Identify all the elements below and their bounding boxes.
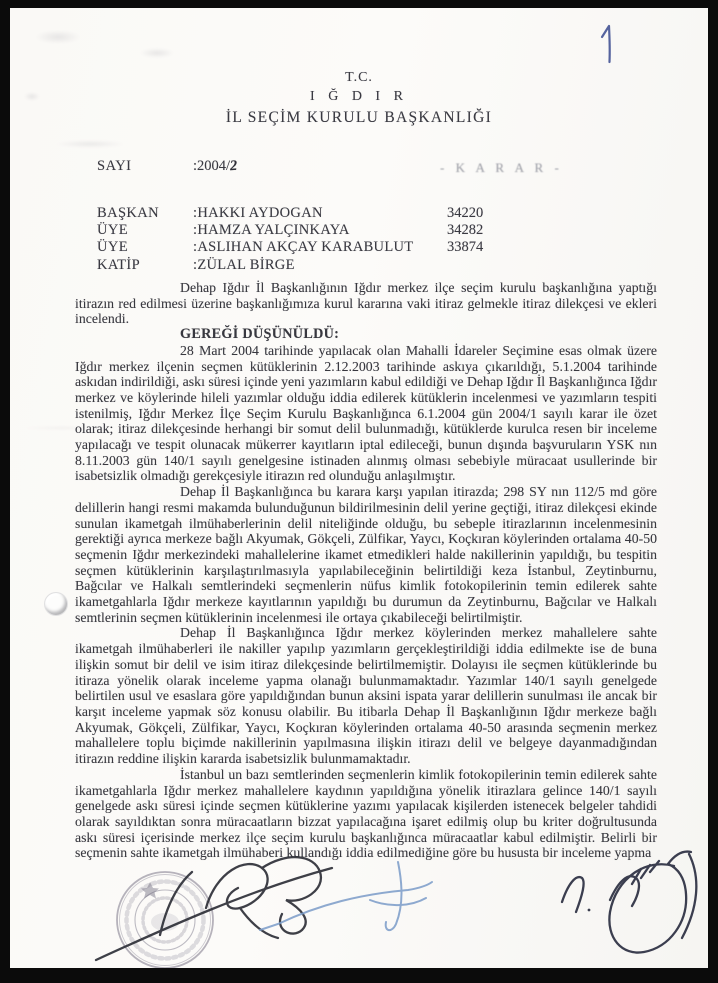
letterhead-org: İL SEÇİM KURULU BAŞKANLIĞI bbox=[225, 109, 493, 126]
body-paragraph-2: Dehap İl Başkanlığınca bu karara karşı yapılan itirazda; 298 SY nın 112/5 md göre delillerin hangi resmi makamda bulunduğunun bildirilmesinin delil yerine geçtiği, itiraz dilekçesi ekinde sunulan ikametgah ilmühaberlerinin delil niteliğinde olduğu, bu sebeple itirazlarının incelenmesinin gerektiği ayrıca merkeze bağlı Akyumak, Gökçeli, Zülfikar, Yaycı, Koçkıran köylerinden ortalama 40-50 seçmenin Iğdır merkezindeki mahallelerine ikamet etmedikleri halde nakillerinin yapıldığı, bu tespitin seçmen kütüklerinin karşılaştırılmasıyla yapılabileceğinin belirtildiği keza İstanbul, Zeytinburnu, Bağcılar ve Halkalı semtlerindeki seçmenlerin nüfus kimlik fotokopilerinin temin edilerek sahte ikametgahlarla Iğdır merkeze kayıtlarının yapıldığı bu durumun da Zeytinburnu, Bağcılar ve Halkalı semtlerinin seçmen kütüklerinin incelenmesi ile ortaya çıkabileceği belirtilmiştir. bbox=[75, 484, 657, 625]
document-body bbox=[75, 280, 657, 861]
official-role: BAŞKAN bbox=[97, 205, 160, 221]
official-role: KATİP bbox=[97, 256, 141, 273]
official-stamp bbox=[117, 872, 213, 968]
sayi-label: SAYI bbox=[97, 158, 132, 174]
official-row bbox=[10, 239, 708, 256]
sayi-value-handwritten: 2 bbox=[229, 157, 238, 175]
official-role: ÜYE bbox=[97, 222, 129, 239]
signature-left bbox=[96, 857, 332, 960]
officials-list bbox=[10, 205, 708, 274]
official-name: :HAMZA YALÇINKAYA bbox=[193, 222, 350, 239]
letterhead-tc: T.C. bbox=[345, 70, 373, 85]
sayi-value-printed: :2004/ bbox=[193, 158, 231, 174]
official-number: 33874 bbox=[447, 239, 484, 256]
document-number-row bbox=[10, 158, 708, 178]
official-role: ÜYE bbox=[97, 239, 129, 256]
scan-smudge bbox=[140, 48, 174, 58]
body-paragraph-1: 28 Mart 2004 tarihinde yapılacak olan Mahalli İdareler Seçimine esas olmak üzere Iğdır merkez ilçenin seçmen kütüklerinin 2.12.2003 tarihinde askıya çıkarıldığı, 5.1.2004 tarihinde askıdan indirildiği, askı süresi içinde yeni yazımların kabul edildiği ve Dehap Iğdır İl Başkanlığınca Iğdır merkez ve köylerinde hileli yazımlar olduğu iddia edilerek kütüklerin incelenmesi ve yazımların tespiti istenilmiş, Iğdır Merkez İlçe Seçim Kurulu Başkanlığınca 6.1.2004 gün 2004/1 sayılı karar ile özet olarak; itiraz dilekçesinde herhangi bir somut delil bulunmadığı, kütüklerde kurulca resen bir inceleme yapılacağı ve tespit olunacak mükerrer kayıtların iptal edileceği, bunun dışında başvuruların YSK nın 8.11.2003 gün 140/1 sayılı genelgesine istinaden alınmış olması sebebiyle müracaat usullerinde bir isabetsizlik olmadığı gerekçesiyle itirazın red olunduğu anlaşılmıştır. bbox=[75, 342, 658, 484]
signature-right bbox=[562, 852, 696, 953]
official-name: :HAKKI AYDOGAN bbox=[193, 205, 323, 221]
section-heading: GEREĞİ DÜŞÜNÜLDÜ: bbox=[180, 326, 340, 343]
letterhead bbox=[10, 70, 708, 127]
official-row bbox=[10, 222, 708, 239]
body-paragraph-3: Dehap İl Başkanlığınca Iğdır merkez köylerinden merkez mahallelere sahte ikametgah ilmühaberleri ile nakiller yapılıp yazımların gerçekleştirildiği iddia edilmekte ise de buna ilişkin somut bir delil ve isim itiraz dilekçesinde belirtilmemiştir. Dolayısı ile seçmen kütüklerinde bu itiraza yönelik olarak inceleme yapma olanağı bulunmamaktadır. Yazımlar 140/1 sayılı genelgede belirtilen usul ve esaslara göre yapıldığından bunun aksini ispata yarar delillerin sunulması ile ancak bir karşıt inceleme yapmak söz konusu olabilir. Bu itibarla Dehap İl Başkanlığının Iğdır merkeze bağlı Akyumak, Gökçeli, Zülfikar, Yaycı, Koçkıran köylerinden ortalama 40-50 arasında seçmenin merkez mahallelere toplu biçimde nakillerinin yapılmasına ilişkin itirazı delil ve belgeye dayanmadığından itirazın reddine ilişkin kararda isabetsizlik bulunmamaktadır. bbox=[75, 625, 657, 767]
paper-sheet bbox=[10, 8, 708, 968]
scan-smudge bbox=[35, 30, 81, 44]
letterhead-city: I Ğ D I R bbox=[310, 89, 408, 104]
official-row bbox=[10, 257, 708, 274]
official-number: 34282 bbox=[447, 222, 484, 239]
karar-faded-stamp-text: - K A R A R - bbox=[440, 160, 563, 175]
scan-smudge bbox=[55, 140, 125, 148]
official-name: :ASLIHAN AKÇAY KARABULUT bbox=[193, 239, 414, 256]
body-paragraph-4: İstanbul un bazı semtlerinden seçmenlerin kimlik fotokopilerinin temin edilerek sahte ikametgahlarla Iğdır merkez mahallelere kaydının yapıldığına yönelik itirazlara gelince 140/1 sayılı genelgede askı süresi içinde seçmen kütüklerine yazımı yapılacak kişilerden istenecek belgeler tahdidi olarak sayıldıktan sonra müracaatların bizzat yapılacağına işaret edilmiş olup bu kriter doğrultusunda askı süresi içerisinde merkez ilçe seçim kurulu başkanlığınca müracaatlar kabul edilmiştir. Belirli bir seçmenin sahte ikametgah ilmühaberi kullandığı iddia edilmediğine göre bu hususta bir inceleme yapma bbox=[75, 766, 657, 861]
handwritten-page-number bbox=[595, 20, 625, 68]
punch-hole bbox=[44, 592, 68, 616]
official-name: :ZÜLAL BİRGE bbox=[193, 256, 295, 273]
signature-middle bbox=[260, 862, 432, 930]
sayi-value bbox=[193, 158, 237, 175]
official-number: 34220 bbox=[447, 205, 484, 221]
intro-paragraph: Dehap Iğdır İl Başkanlığının Iğdır merkez ilçe seçim kurulu başkanlığına yaptığı itirazın red edilmesi üzerine başkanlığımıza kurul kararına vaki itiraz gelmekle itiraz dilekçesi ve ekleri incelendi. bbox=[75, 280, 657, 327]
official-row bbox=[10, 205, 708, 222]
